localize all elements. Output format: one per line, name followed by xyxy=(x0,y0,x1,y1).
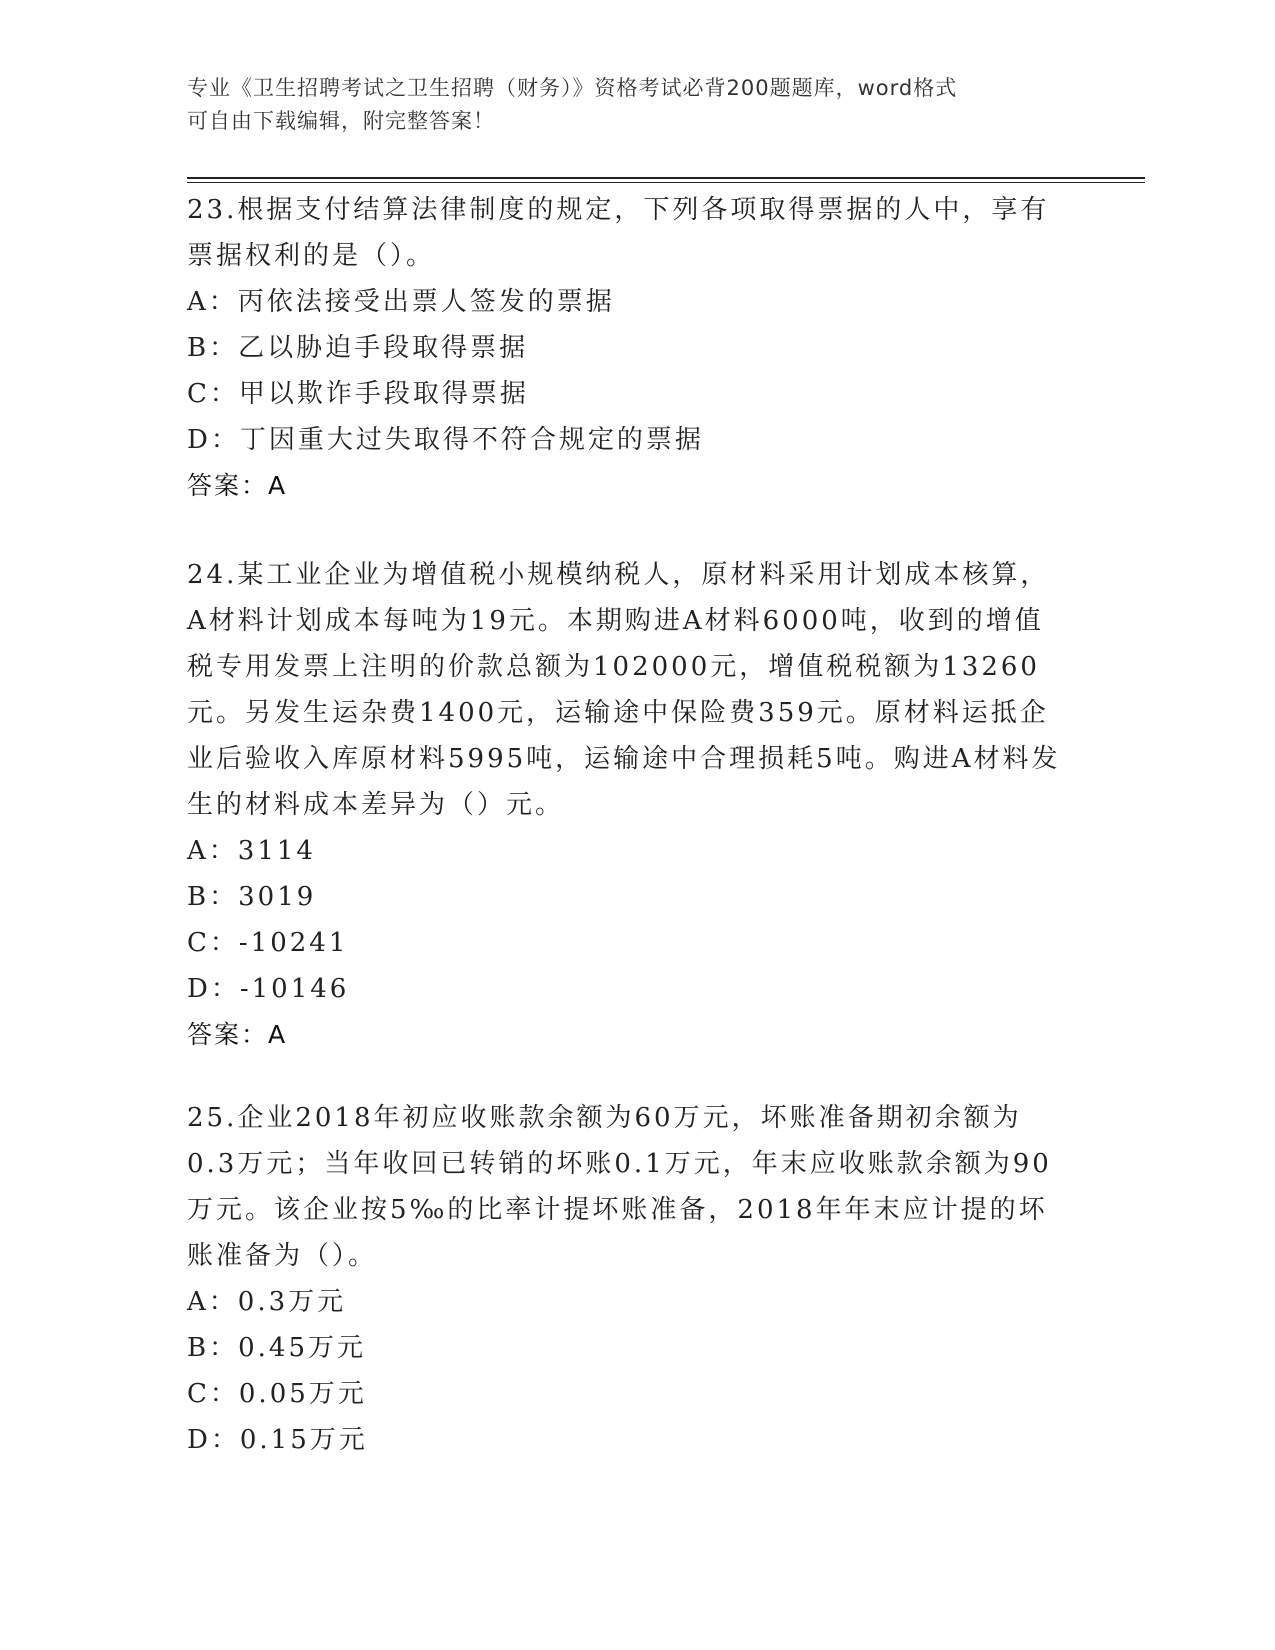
question-25 xyxy=(187,1095,1067,1463)
option-b: B：0.45万元 xyxy=(187,1333,366,1363)
document-header xyxy=(187,72,1067,138)
header-divider-thin xyxy=(187,182,1145,183)
option-a: A：0.3万元 xyxy=(187,1287,347,1317)
option-b: B：3019 xyxy=(187,882,317,912)
question-23 xyxy=(187,187,1067,509)
option-a: A：3114 xyxy=(187,836,316,866)
option-a: A：丙依法接受出票人签发的票据 xyxy=(187,287,615,317)
header-line-1: 专业《卫生招聘考试之卫生招聘（财务）》资格考试必背200题题库，word格式 xyxy=(187,76,958,100)
option-c: C：0.05万元 xyxy=(187,1379,367,1409)
header-divider-thick xyxy=(187,177,1145,179)
answer: 答案：A xyxy=(187,471,288,500)
answer: 答案：A xyxy=(187,1020,288,1049)
question-text: 24.某工业企业为增值税小规模纳税人，原材料采用计划成本核算，A材料计划成本每吨为19元。本期购进A材料6000吨，收到的增值税专用发票上注明的价款总额为102000元，增值税税额为13260元。另发生运杂费1400元，运输途中保险费359元。原材料运抵企业后验收入库原材料5995吨，运输途中合理损耗5吨。购进A材料发生的材料成本差异为（）元。 xyxy=(187,560,1061,820)
option-d: D：-10146 xyxy=(187,974,350,1004)
option-b: B：乙以胁迫手段取得票据 xyxy=(187,333,529,363)
question-text: 25.企业2018年初应收账款余额为60万元，坏账准备期初余额为0.3万元；当年收回已转销的坏账0.1万元，年末应收账款余额为90万元。该企业按5‰的比率计提坏账准备，2018年年末应计提的坏账准备为（）。 xyxy=(187,1103,1052,1271)
option-d: D：0.15万元 xyxy=(187,1425,368,1455)
option-d: D：丁因重大过失取得不符合规定的票据 xyxy=(187,425,704,455)
option-c: C：甲以欺诈手段取得票据 xyxy=(187,379,529,409)
question-text: 23.根据支付结算法律制度的规定，下列各项取得票据的人中，享有票据权利的是（）。 xyxy=(187,195,1050,271)
option-c: C：-10241 xyxy=(187,928,349,958)
header-line-2: 可自由下载编辑，附完整答案！ xyxy=(187,109,495,133)
question-24 xyxy=(187,552,1067,1058)
